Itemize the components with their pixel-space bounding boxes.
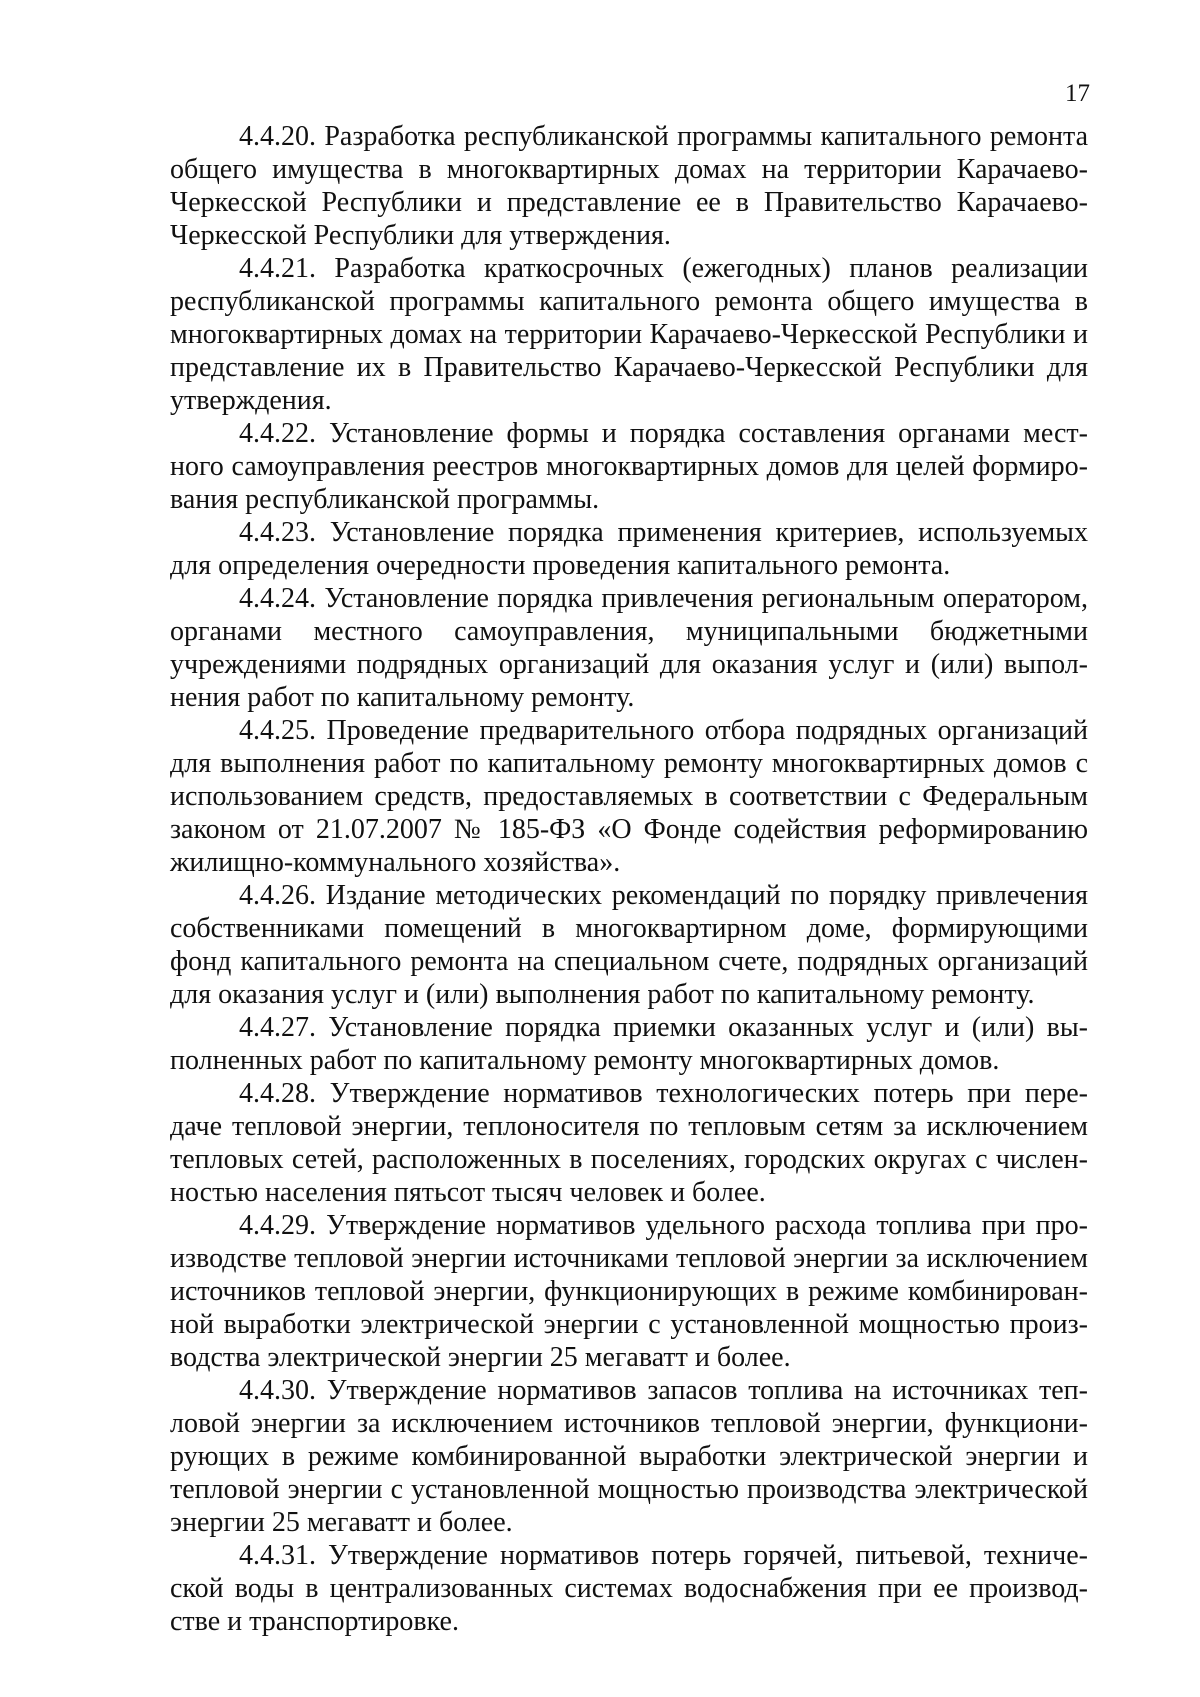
paragraph-4-4-27: 4.4.27. Установление порядка приемки оказанных услуг и (или) выполненных работ по капитальному ремонту многоквартирных домов. [170,1012,1088,1076]
paragraph-4-4-31: 4.4.31. Утверждение нормативов потерь горячей, питьевой, технической воды в централизованных системах водоснабжения при ее производстве и транспортировке. [170,1540,1088,1637]
paragraph-4-4-25: 4.4.25. Проведение предварительного отбора подрядных организаций для выполнения работ по капитальному ремонту многоквартирных домов с использованием средств, предоставляемых в соответствии с Федеральным законом от 21.07.2007 № 185-ФЗ «О Фонде содействия реформированию жилищно-коммунального хозяйства». [170,715,1088,878]
paragraph-4-4-28: 4.4.28. Утверждение нормативов технологических потерь при передаче тепловой энергии, теплоносителя по тепловым сетям за исключением тепловых сетей, расположенных в поселениях, городских округах с численностью населения пятьсот тысяч человек и более. [170,1078,1088,1208]
page-number: 17 [1065,80,1090,107]
paragraph-4-4-30: 4.4.30. Утверждение нормативов запасов топлива на источниках тепловой энергии за исключением источников тепловой энергии, функционирующих в режиме комбинированной выработки электрической энергии и тепловой энергии с установленной мощностью производства электрической энергии 25 мегаватт и более. [170,1375,1088,1538]
paragraph-4-4-26: 4.4.26. Издание методических рекомендаций по порядку привлечения собственниками помещений в многоквартирном доме, формирующими фонд капитального ремонта на специальном счете, подрядных организаций для оказания услуг и (или) выполнения работ по капитальному ремонту. [170,880,1088,1010]
paragraph-4-4-20: 4.4.20. Разработка республиканской программы капитального ремонта общего имущества в многоквартирных домах на территории Карачаево-Черкесской Республики и представление ее в Правительство Карачаево-Черкесской Республики для утверждения. [170,121,1088,251]
paragraph-4-4-22: 4.4.22. Установление формы и порядка составления органами местного самоуправления реестров многоквартирных домов для целей формирования республиканской программы. [170,418,1088,515]
paragraph-4-4-29: 4.4.29. Утверждение нормативов удельного расхода топлива при производстве тепловой энергии источниками тепловой энергии за исключением источников тепловой энергии, функционирующих в режиме комбинированной выработки электрической энергии с установленной мощностью производства электрической энергии 25 мегаватт и более. [170,1210,1088,1373]
paragraph-4-4-24: 4.4.24. Установление порядка привлечения региональным оператором, органами местного самоуправления, муниципальными бюджетными учреждениями подрядных организаций для оказания услуг и (или) выполнения работ по капитальному ремонту. [170,583,1088,713]
paragraph-4-4-21: 4.4.21. Разработка краткосрочных (ежегодных) планов реализации республиканской программы капитального ремонта общего имущества в многоквартирных домах на территории Карачаево-Черкесской Республики и представление их в Правительство Карачаево-Черкесской Республики для утверждения. [170,253,1088,416]
paragraph-4-4-23: 4.4.23. Установление порядка применения критериев, используемых для определения очередности проведения капитального ремонта. [170,517,1088,581]
document-body [170,120,1088,1638]
